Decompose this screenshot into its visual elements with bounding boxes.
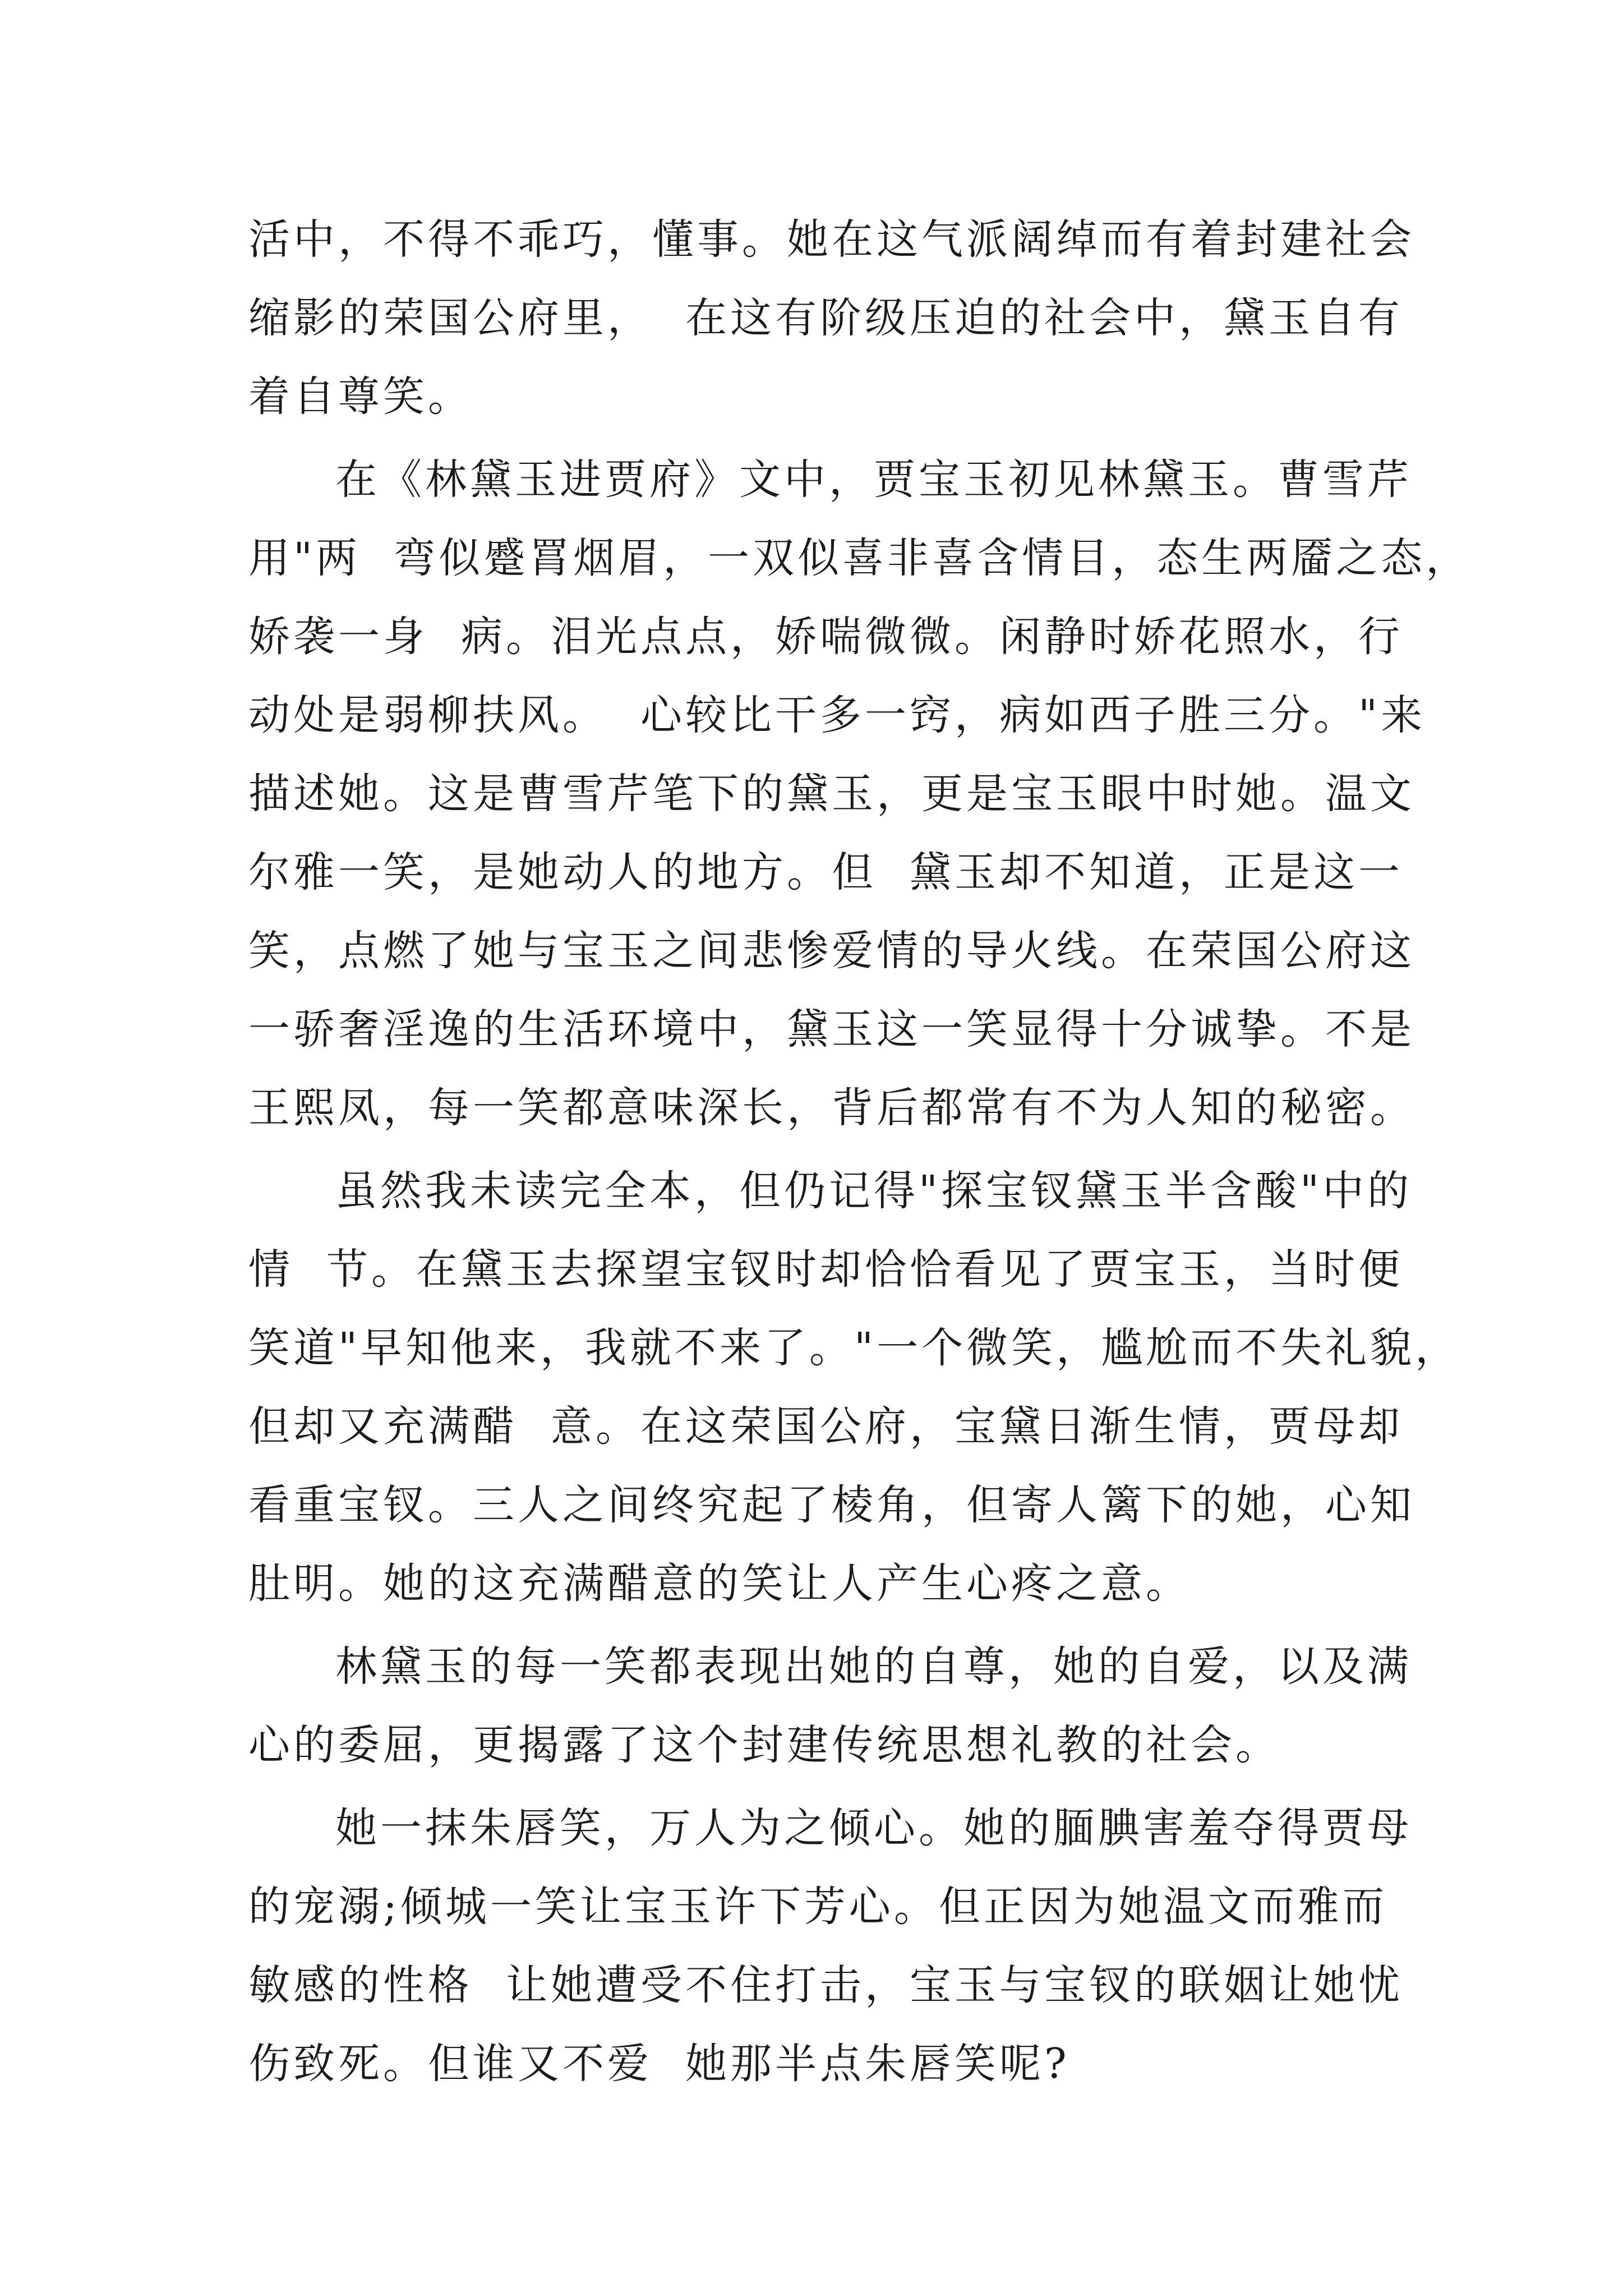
text-line: 活中，不得不乖巧，懂事。她在这气派阔绰而有着封建社会	[248, 215, 1415, 264]
paragraph-first-line: 林黛玉的每一笑都表现出她的自尊，她的自爱，以及满	[335, 1642, 1412, 1691]
text-line: 尔雅一笑，是她动人的地方。但 黛玉却不知道，正是这一	[248, 848, 1404, 896]
text-line: 娇袭一身 病。泪光点点，娇喘微微。闲静时娇花照水，行	[248, 613, 1404, 661]
text-line: 一骄奢淫逸的生活环境中，黛玉这一笑显得十分诚挚。不是	[248, 1005, 1415, 1053]
text-line: 缩影的荣国公府里， 在这有阶级压迫的社会中，黛玉自有	[248, 294, 1404, 342]
paragraph-first-line: 在《林黛玉进贾府》文中，贾宝玉初见林黛玉。曹雪芹	[335, 455, 1412, 504]
text-line: 心的委屈，更揭露了这个封建传统思想礼教的社会。	[248, 1721, 1280, 1769]
text-line: 的宠溺;倾城一笑让宝玉许下芳心。但正因为她温文而雅而	[248, 1883, 1387, 1931]
paragraph-first-line: 她一抹朱唇笑，万人为之倾心。她的腼腆害羞夺得贾母	[335, 1804, 1412, 1852]
text-line: 动处是弱柳扶风。 心较比干多一窍，病如西子胜三分。"来	[248, 691, 1426, 739]
text-line: 看重宝钗。三人之间终究起了棱角，但寄人篱下的她，心知	[248, 1481, 1415, 1529]
text-line: 王熙凤，每一笑都意味深长，背后都常有不为人知的秘密。	[248, 1084, 1415, 1132]
text-line: 用"两 弯似蹙罥烟眉，一双似喜非喜含情目，态生两靥之态，	[248, 534, 1471, 582]
text-line: 肚明。她的这充满醋意的笑让人产生心疼之意。	[248, 1559, 1191, 1608]
text-line: 笑，点燃了她与宝玉之间悲惨爱情的导火线。在荣国公府这	[248, 927, 1415, 975]
text-line: 但却又充满醋 意。在这荣国公府，宝黛日渐生情，贾母却	[248, 1402, 1404, 1451]
text-line: 笑道"早知他来，我就不来了。"一个微笑，尴尬而不失礼貌，	[248, 1324, 1460, 1372]
paragraph-first-line: 虽然我未读完全本，但仍记得"探宝钗黛玉半含酸"中的	[335, 1167, 1413, 1215]
text-line: 描述她。这是曹雪芹笔下的黛玉，更是宝玉眼中时她。温文	[248, 770, 1415, 818]
text-line: 伤致死。但谁又不爱 她那半点朱唇笑呢?	[248, 2040, 1070, 2088]
text-line: 敏感的性格 让她遭受不住打击，宝玉与宝钗的联姻让她忧	[248, 1961, 1404, 2009]
text-line: 着自尊笑。	[248, 372, 473, 421]
text-line: 情 节。在黛玉去探望宝钗时却恰恰看见了贾宝玉，当时便	[248, 1245, 1404, 1294]
